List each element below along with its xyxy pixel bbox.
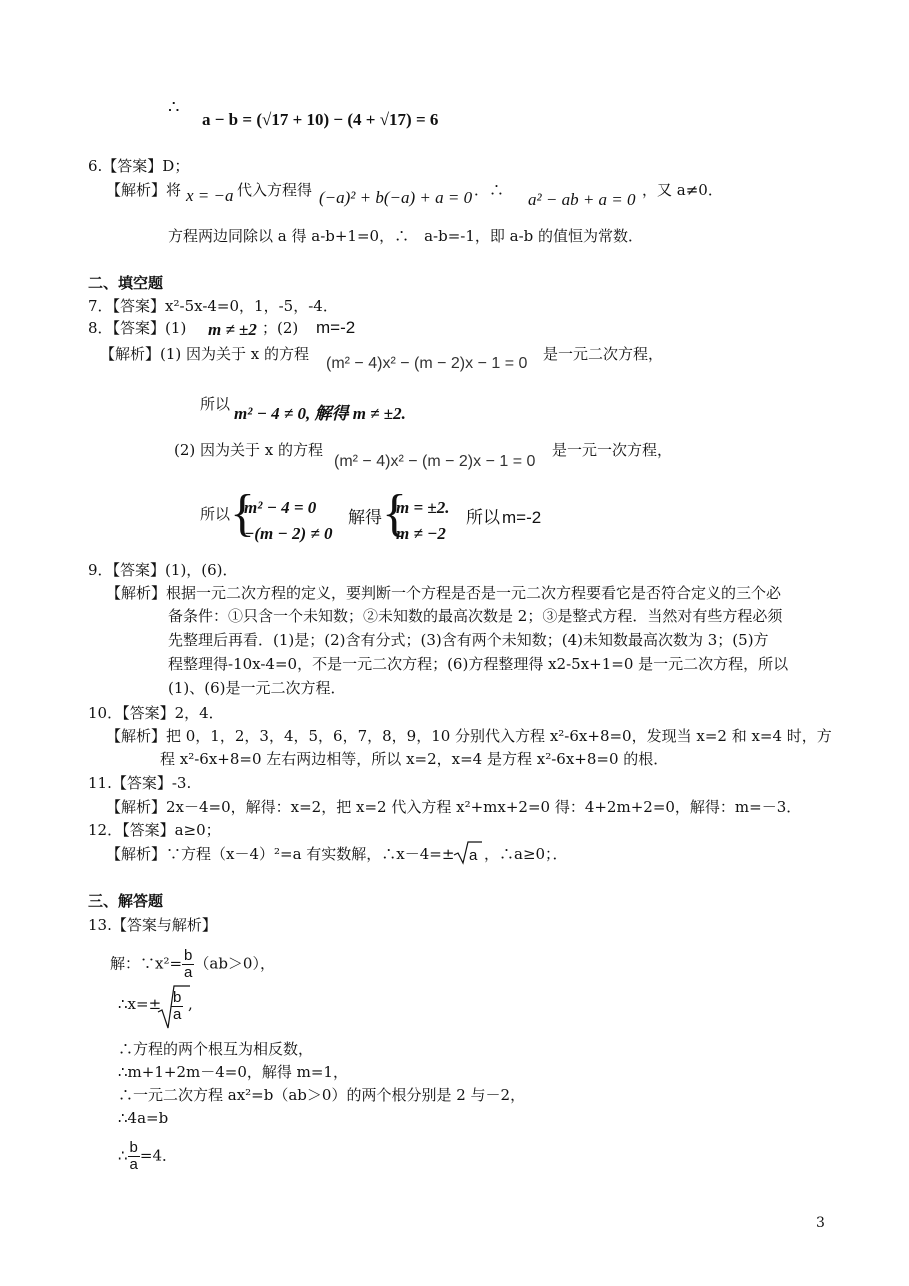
q12-sqrt-arg: a bbox=[469, 847, 478, 864]
q13-step5: ∴一元二次方程 ax²=b（ab＞0）的两个根分别是 2 与－2， bbox=[118, 1086, 526, 1104]
q8-analysis-part1: 【解析】(1) 因为关于 x 的方程 bbox=[100, 345, 310, 363]
q13-step1 bbox=[110, 948, 275, 981]
fraction-b-over-a bbox=[128, 1140, 140, 1173]
frac-num: b bbox=[184, 947, 193, 964]
q9-analysis-line4: 程整理得-10x-4=0，不是一元二次方程；(6)方程整理得 x2-5x+1=0 是一元二次方程，所以 bbox=[168, 655, 789, 673]
q10-analysis-line1: 【解析】把 0，1，2，3，4，5，6，7，8，9，10 分别代入方程 x²-6x+8=0，发现当 x=2 和 x=4 时，方 bbox=[106, 727, 832, 745]
q13-step7-tail: =4． bbox=[139, 1146, 178, 1165]
sqrt-icon bbox=[453, 840, 483, 866]
frac-num: b bbox=[129, 1139, 138, 1156]
q13-step1-tail: （ab＞0）， bbox=[194, 954, 275, 973]
q9-analysis-line3: 先整理后再看．(1)是；(2)含有分式；(3)含有两个未知数；(4)未知数最高次数为 3；(5)方 bbox=[168, 631, 769, 649]
q13-step7-therefore: ∴ bbox=[118, 1146, 128, 1165]
q8-system1-row1: m² − 4 = 0 bbox=[244, 498, 317, 517]
system-brace-left: { bbox=[230, 485, 255, 542]
q8-so-label3: 所以 bbox=[466, 508, 500, 528]
section-solve-heading: 三、解答题 bbox=[88, 892, 164, 910]
q6-analysis-tail: ，又 a≠0． bbox=[642, 181, 723, 199]
q6-answer: 6.【答案】D； bbox=[88, 157, 190, 175]
q6-analysis-line2: 方程两边同除以 a 得 a-b+1=0，∴ a-b=-1，即 a-b 的值恒为常数． bbox=[168, 227, 644, 245]
q8-so-label1: 所以 bbox=[200, 395, 231, 413]
equation-a-minus-b: a − b = (√17 + 10) − (4 + √17) = 6 bbox=[202, 110, 439, 129]
q8-answer-sep: ；(2) bbox=[262, 319, 299, 337]
therefore-symbol: ∴ bbox=[168, 97, 180, 118]
frac-den: a bbox=[184, 964, 193, 981]
q13-step1-text: 解：∵x²= bbox=[110, 954, 183, 973]
q8-system2-row2: m ≠ −2 bbox=[396, 524, 446, 543]
q13-step2-frac bbox=[171, 990, 183, 1023]
frac-num: b bbox=[173, 989, 182, 1006]
q11-answer: 11.【答案】-3. bbox=[88, 774, 192, 792]
q13-step2-comma: , bbox=[188, 995, 193, 1013]
section-fill-in-heading: 二、填空题 bbox=[88, 274, 164, 292]
frac-den: a bbox=[129, 1156, 138, 1173]
q6-math-substitution: x = −a bbox=[186, 186, 234, 205]
fraction-b-over-a bbox=[171, 990, 183, 1023]
q6-analysis-text: 代入方程得 bbox=[237, 181, 313, 199]
q8-so-math2: m=-2 bbox=[502, 508, 542, 527]
frac-den: a bbox=[173, 1006, 182, 1023]
q8-answer-math1: m ≠ ±2 bbox=[208, 320, 257, 339]
q8-answer-label: 8．【答案】(1) bbox=[88, 319, 187, 337]
q7-answer: 7．【答案】x²-5x-4=0，1，-5，-4． bbox=[88, 297, 338, 315]
q10-analysis-line2: 程 x²-6x+8=0 左右两边相等，所以 x=2，x=4 是方程 x²-6x+8=0 的根． bbox=[160, 750, 669, 768]
q8-system1-row2: −(m − 2) ≠ 0 bbox=[244, 524, 333, 543]
q9-analysis-line2: 备条件：①只含一个未知数；②未知数的最高次数是 2；③是整式方程．当然对有些方程必须 bbox=[168, 607, 783, 625]
q8-so-math1: m² − 4 ≠ 0, 解得 m ≠ ±2. bbox=[234, 404, 406, 423]
q8-equation1: (m² − 4)x² − (m − 2)x − 1 = 0 bbox=[326, 355, 528, 372]
q12-analysis: 【解析】∵方程（x－4）²=a 有实数解，∴x－4=± bbox=[106, 845, 455, 863]
q8-jiede: 解得 bbox=[348, 508, 382, 528]
system-brace-right: { bbox=[382, 485, 407, 542]
fraction-b-over-a bbox=[182, 948, 194, 981]
q11-analysis: 【解析】2x－4=0，解得：x=2，把 x=2 代入方程 x²+mx+2=0 得：4+2m+2=0，解得：m=－3． bbox=[106, 798, 802, 816]
q6-math-equation: (−a)² + b(−a) + a = 0 bbox=[319, 188, 473, 207]
q13-step6: ∴4a=b bbox=[118, 1109, 169, 1127]
q13-step3: ∴方程的两个根互为相反数， bbox=[118, 1040, 314, 1058]
q6-analysis-label: 【解析】将 bbox=[106, 181, 182, 199]
q12-analysis-tail: ，∴a≥0；． bbox=[484, 845, 568, 863]
q8-so-label2: 所以 bbox=[200, 505, 231, 523]
q10-answer: 10．【答案】2，4． bbox=[88, 704, 224, 722]
q8-analysis-part1-tail: 是一元二次方程， bbox=[543, 345, 664, 363]
q6-math-result: a² − ab + a = 0 bbox=[528, 190, 636, 209]
q13-step7 bbox=[118, 1140, 177, 1173]
page-number: 3 bbox=[816, 1215, 825, 1231]
q9-analysis-line1: 【解析】根据一元二次方程的定义，要判断一个方程是否是一元二次方程要看它是否符合定义的三个必 bbox=[106, 584, 782, 602]
q13-step2-text: ∴x=± bbox=[118, 995, 162, 1013]
q8-analysis-part2: (2) 因为关于 x 的方程 bbox=[174, 441, 324, 459]
q8-equation2: (m² − 4)x² − (m − 2)x − 1 = 0 bbox=[334, 453, 536, 470]
q8-system2-row1: m = ±2. bbox=[396, 498, 450, 517]
q12-answer: 12．【答案】a≥0； bbox=[88, 821, 221, 839]
q9-answer: 9．【答案】(1)，(6)． bbox=[88, 561, 238, 579]
q8-analysis-part2-tail: 是一元一次方程， bbox=[552, 441, 673, 459]
q13-step4: ∴m+1+2m－4=0，解得 m=1， bbox=[118, 1063, 348, 1081]
q6-therefore: ．∴ bbox=[474, 181, 505, 199]
q8-answer-math2: m=-2 bbox=[316, 318, 356, 337]
q13-step2 bbox=[118, 994, 161, 1014]
q9-analysis-line5: (1)、(6)是一元二次方程． bbox=[168, 679, 346, 697]
q13-label: 13.【答案与解析】 bbox=[88, 916, 217, 934]
